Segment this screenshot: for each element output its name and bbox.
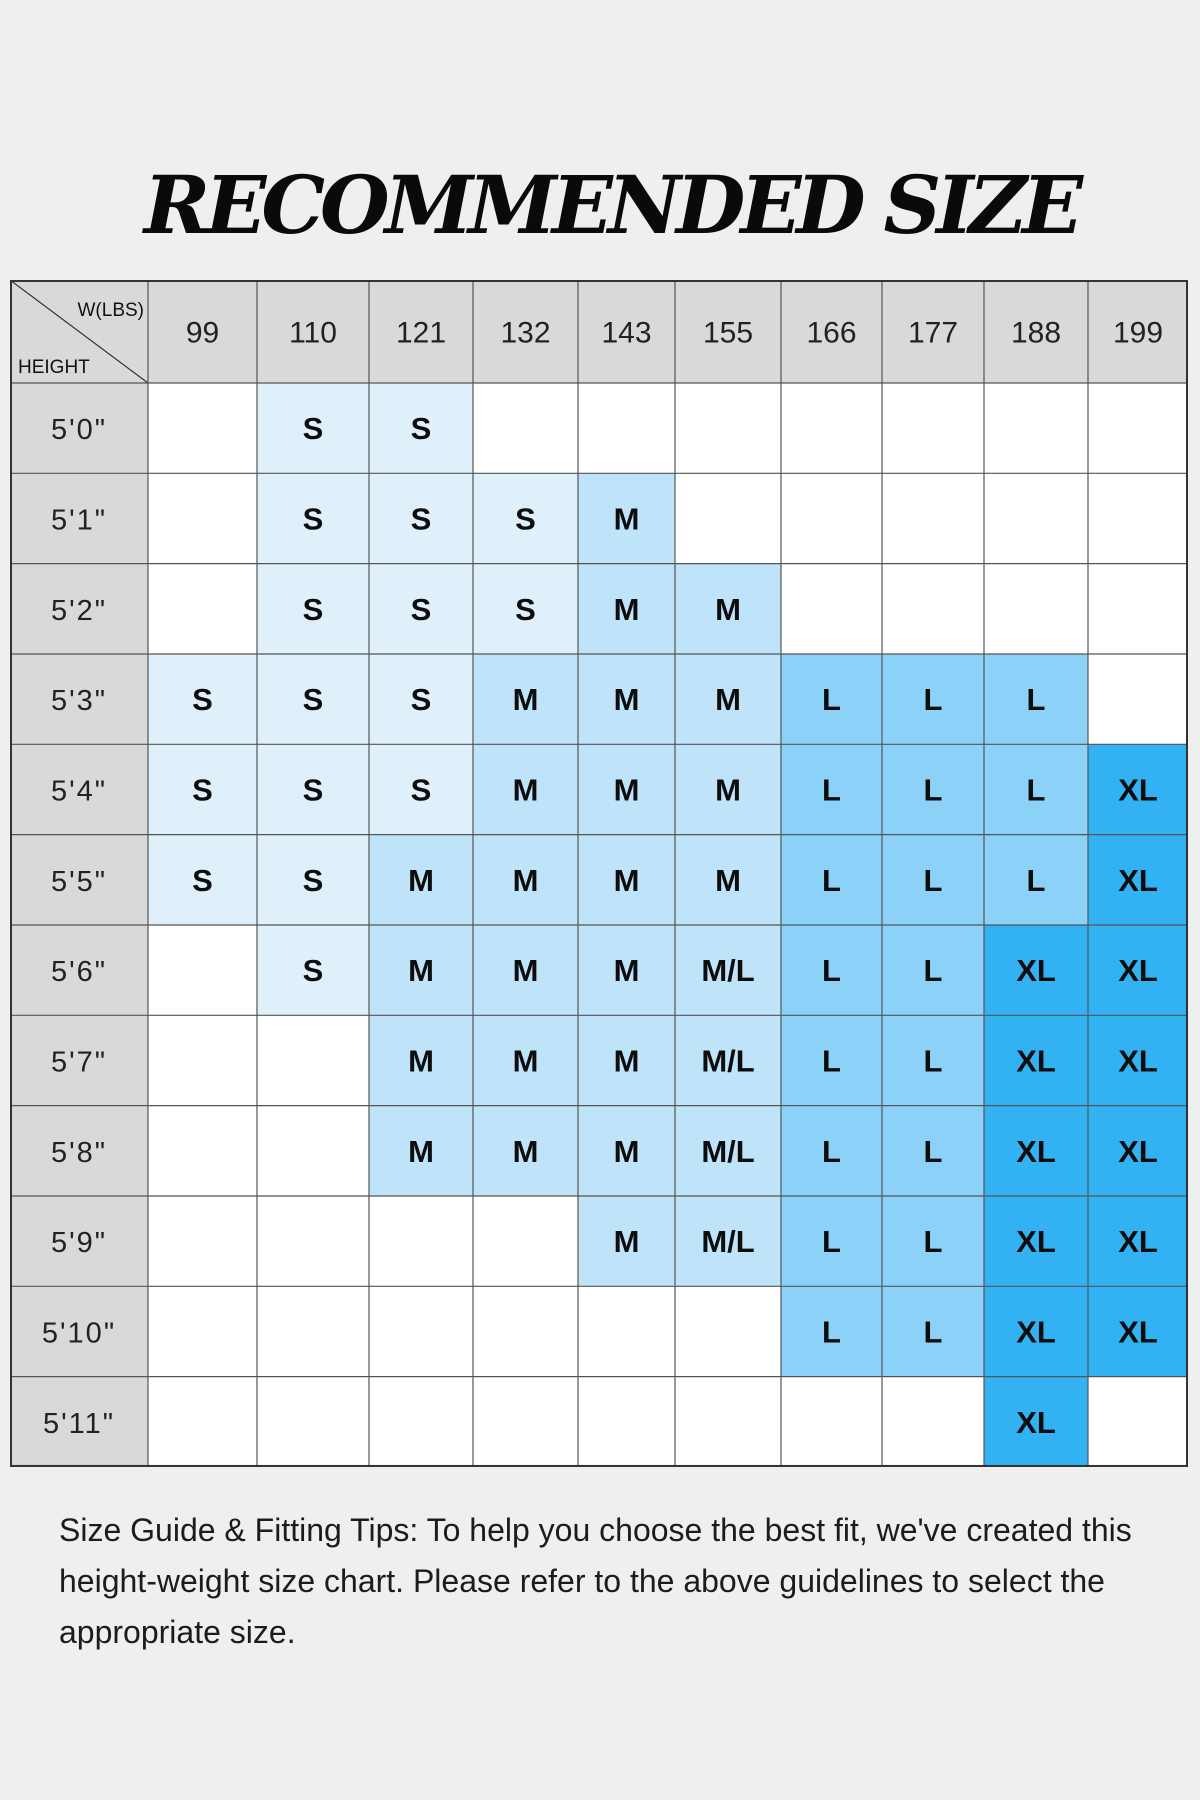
weight-header-99: 99 — [185, 316, 220, 350]
weight-header-132: 132 — [500, 316, 551, 350]
height-header-6: 5'5" — [50, 865, 108, 898]
size-cell — [257, 1377, 369, 1467]
height-header-4: 5'3" — [50, 685, 108, 718]
weight-header-188: 188 — [1010, 316, 1062, 350]
size-chart — [10, 280, 1188, 1467]
weight-header-166: 166 — [806, 316, 857, 350]
weight-header-199: 199 — [1112, 316, 1164, 350]
size-label: L — [822, 1043, 841, 1079]
height-header-8: 5'7" — [50, 1046, 108, 1079]
size-cell — [369, 1196, 473, 1286]
size-cell — [473, 383, 578, 473]
size-label: L — [923, 953, 943, 989]
size-cell — [578, 383, 675, 473]
size-label: M/L — [701, 1043, 755, 1079]
size-label: M — [613, 501, 640, 537]
size-label: L — [822, 1224, 841, 1260]
size-cell — [148, 1106, 257, 1196]
size-cell — [473, 1196, 578, 1286]
size-label: S — [192, 862, 213, 898]
size-label: XL — [1118, 1314, 1158, 1350]
size-cell — [369, 1286, 473, 1376]
size-cell — [781, 383, 882, 473]
weight-header-143: 143 — [601, 316, 652, 350]
size-label: M — [512, 953, 539, 989]
height-header-10: 5'9" — [50, 1227, 108, 1260]
size-label: M — [512, 1043, 539, 1079]
size-cell — [675, 473, 781, 563]
size-label: M — [408, 1133, 434, 1169]
size-label: XL — [1016, 1133, 1056, 1169]
size-label: L — [822, 1314, 841, 1350]
size-label: L — [822, 1133, 841, 1169]
size-label: M/L — [701, 1133, 755, 1169]
size-label: M — [613, 591, 640, 627]
size-label: M/L — [701, 1224, 755, 1260]
size-cell — [148, 383, 257, 473]
size-cell — [578, 1377, 675, 1467]
size-cell — [675, 1286, 781, 1376]
size-cell — [148, 473, 257, 563]
weight-header-177: 177 — [907, 316, 959, 350]
size-label: M — [512, 862, 539, 898]
size-cell — [257, 1196, 369, 1286]
size-cell — [675, 1377, 781, 1467]
size-cell — [148, 1196, 257, 1286]
height-axis-label: HEIGHT — [18, 357, 90, 378]
size-label: S — [302, 591, 324, 627]
size-cell — [148, 564, 257, 654]
size-label: XL — [1118, 1224, 1158, 1260]
size-label: M — [613, 682, 640, 718]
size-label: XL — [1016, 1404, 1056, 1440]
size-label: S — [515, 591, 536, 627]
size-cell — [882, 564, 984, 654]
size-label: S — [192, 682, 213, 718]
height-header-1: 5'0" — [50, 414, 108, 447]
size-label: L — [923, 862, 943, 898]
size-cell — [148, 925, 257, 1015]
size-cell — [148, 1286, 257, 1376]
size-cell — [257, 1106, 369, 1196]
size-cell — [369, 1377, 473, 1467]
weight-header-110: 110 — [289, 316, 337, 350]
size-label: M/L — [701, 953, 755, 989]
size-label: M — [512, 772, 539, 808]
size-label: M — [715, 862, 741, 898]
size-label: L — [1026, 772, 1046, 808]
size-label: L — [923, 1314, 943, 1350]
size-label: XL — [1118, 1043, 1158, 1079]
size-cell — [1088, 654, 1188, 744]
size-label: M — [715, 591, 741, 627]
height-header-9: 5'8" — [50, 1136, 108, 1169]
size-cell — [984, 564, 1088, 654]
size-cell — [781, 1377, 882, 1467]
height-header-5: 5'4" — [50, 775, 108, 808]
size-label: S — [410, 501, 432, 537]
size-label: L — [923, 1133, 943, 1169]
size-label: M — [715, 772, 741, 808]
size-label: M — [613, 772, 640, 808]
size-label: L — [923, 1043, 943, 1079]
size-cell — [1088, 473, 1188, 563]
size-label: M — [613, 1224, 640, 1260]
size-label: M — [613, 1133, 640, 1169]
size-label: S — [410, 591, 432, 627]
size-label: M — [512, 1133, 539, 1169]
size-label: S — [302, 501, 324, 537]
height-header-3: 5'2" — [50, 594, 108, 627]
size-cell — [1088, 383, 1188, 473]
size-label: XL — [1016, 1224, 1056, 1260]
size-label: XL — [1118, 953, 1158, 989]
fitting-tips-label: Size Guide & Fitting Tips: — [59, 1512, 419, 1548]
height-header-2: 5'1" — [50, 504, 108, 537]
size-label: M — [512, 682, 539, 718]
size-cell — [675, 383, 781, 473]
size-cell — [148, 1377, 257, 1467]
size-cell — [578, 1286, 675, 1376]
size-label: S — [410, 411, 432, 447]
size-cell — [984, 473, 1088, 563]
size-label: L — [923, 1224, 943, 1260]
size-label: M — [715, 682, 741, 718]
size-label: S — [302, 953, 324, 989]
size-label: M — [408, 862, 434, 898]
size-label: L — [1026, 862, 1046, 898]
size-cell — [148, 1015, 257, 1105]
page-title: RECOMMENDED SIZE — [143, 158, 1079, 252]
size-label: XL — [1118, 862, 1158, 898]
size-label: XL — [1016, 953, 1056, 989]
fitting-tips-text: To help you choose the best fit, we've created this height-weight size chart. Please refer to the above guidelines to select the appropriate size. — [59, 1512, 1132, 1650]
size-cell — [257, 1015, 369, 1105]
weight-header-121: 121 — [395, 316, 447, 350]
size-cell — [781, 564, 882, 654]
size-cell — [257, 1286, 369, 1376]
size-label: L — [822, 772, 841, 808]
size-label: S — [302, 411, 324, 447]
size-label: XL — [1118, 772, 1158, 808]
height-header-7: 5'6" — [50, 956, 108, 989]
size-chart-svg — [10, 280, 1188, 1467]
size-cell — [882, 473, 984, 563]
height-header-12: 5'11" — [42, 1407, 116, 1440]
size-label: L — [1026, 682, 1046, 718]
size-cell — [781, 473, 882, 563]
size-cell — [473, 1377, 578, 1467]
size-cell — [882, 1377, 984, 1467]
size-label: S — [302, 772, 324, 808]
size-label: S — [410, 682, 432, 718]
size-label: S — [410, 772, 432, 808]
size-label: L — [822, 862, 841, 898]
size-label: L — [822, 682, 841, 718]
size-label: M — [613, 862, 640, 898]
size-label: XL — [1016, 1314, 1056, 1350]
size-label: XL — [1118, 1133, 1158, 1169]
size-label: L — [923, 772, 943, 808]
size-label: S — [192, 772, 213, 808]
size-label: S — [515, 501, 536, 537]
size-cell — [882, 383, 984, 473]
weight-header-155: 155 — [702, 316, 754, 350]
size-label: L — [822, 953, 841, 989]
height-header-11: 5'10" — [41, 1317, 117, 1350]
size-label: L — [923, 682, 943, 718]
size-label: M — [408, 1043, 434, 1079]
fitting-tips — [59, 1505, 1159, 1658]
size-label: XL — [1016, 1043, 1056, 1079]
size-label: M — [613, 1043, 640, 1079]
size-label: M — [613, 953, 640, 989]
size-cell — [1088, 1377, 1188, 1467]
weight-axis-label: W(LBS) — [77, 300, 144, 321]
size-cell — [984, 383, 1088, 473]
size-label: S — [302, 682, 324, 718]
size-label: M — [408, 953, 434, 989]
size-cell — [473, 1286, 578, 1376]
size-cell — [1088, 564, 1188, 654]
size-label: S — [302, 862, 324, 898]
